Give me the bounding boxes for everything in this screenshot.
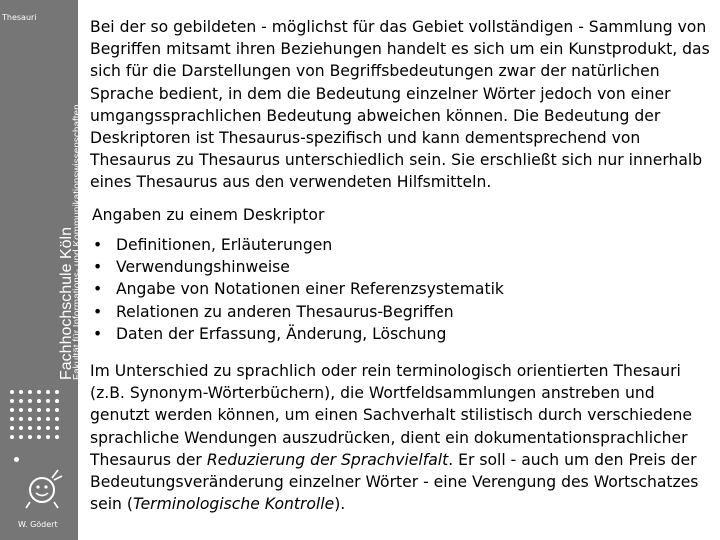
- section-heading: Angaben zu einem Deskriptor: [92, 206, 325, 224]
- paragraph-text: ).: [334, 495, 346, 514]
- descriptor-list: [90, 234, 504, 345]
- emphasis-text: Reduzierung der Sprachvielfalt: [206, 450, 449, 469]
- list-item: • Verwendungshinweise: [90, 256, 504, 278]
- list-item: • Angabe von Notationen einer Referenzsystematik: [90, 278, 504, 300]
- sidebar: [0, 0, 83, 540]
- dot-icon: [14, 457, 19, 462]
- list-item: • Relationen zu anderen Thesaurus-Begriffen: [90, 301, 504, 323]
- emphasis-text: Terminologische Kontrolle: [132, 495, 335, 514]
- comparison-paragraph: [90, 360, 712, 515]
- institution-name: Fachhochschule Köln: [58, 227, 75, 380]
- list-item: • Daten der Erfassung, Änderung, Löschung: [90, 323, 504, 345]
- dot-grid-logo: [8, 388, 64, 441]
- author-name: W. Gödert: [18, 520, 58, 529]
- smiley-mascot-icon: [24, 466, 64, 510]
- paragraph-text: Im Unterschied zu sprachlich oder rein terminologisch orientierten Thesauri (z.B. Synonym-Wörterbüchern), die Wortfeldsammlungen anstreben und genutzt werden können, um einen Sachverhalt stilistisch durch verschiedene sprachliche Wendungen auszudrücken, dient ein dokumentationsprachlicher Thesaurus der: [90, 362, 692, 469]
- faculty-name: Fakultät für Informations- und Kommunikationswissenschaften: [72, 104, 83, 380]
- sidebar-topic-label: Thesauri: [2, 13, 37, 22]
- intro-paragraph: Bei der so gebildeten - möglichst für das Gebiet vollständigen - Sammlung von Begriffen mitsamt ihren Beziehungen handelt es sich um ein Kunstprodukt, das sich für die Darstellungen von Begriffsbedeutungen zwar der natürlichen Sprache bedient, in dem die Bedeutung einzelner Wörter jedoch von einer umgangssprachlichen Bedeutung abweichen können. Die Bedeutung der Deskriptoren ist Thesaurus-spezifisch und kann dementsprechend von Thesaurus zu Thesaurus unterschiedlich sein. Sie erschließt sich nur innerhalb eines Thesaurus aus den verwendeten Hilfsmitteln.: [90, 18, 710, 192]
- paragraph-text: . Er soll - auch um den Preis der Bedeutungsveränderung einzelner Wörter - eine Verengung des Wortschatzes sein (: [90, 450, 699, 514]
- list-item: • Definitionen, Erläuterungen: [90, 234, 504, 256]
